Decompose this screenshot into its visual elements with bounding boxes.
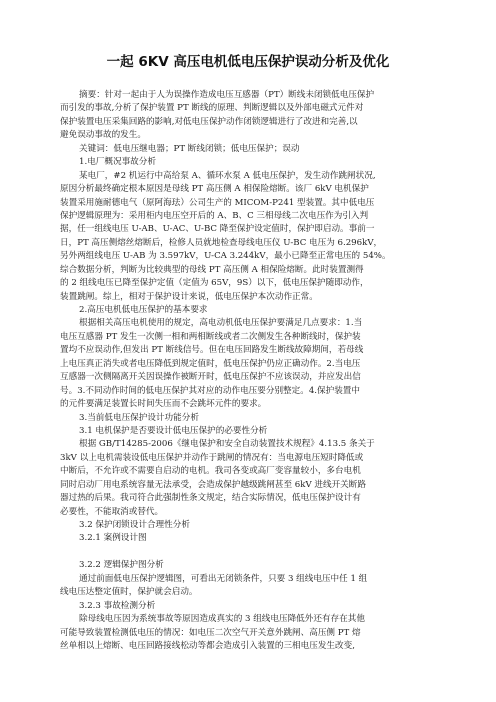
body-line: 而引发的事故,分析了保护装置 PT 断线的原理、判断逻辑以及外部电磁式元件对 — [60, 103, 364, 114]
body-line: 3.2 保护闭锁设计合理性分析 — [79, 520, 190, 530]
body-line: 必要性，不能取消或替代。 — [60, 506, 164, 517]
body-line: 装置采用施耐德电气（原阿海珐）公司生产的 MICOM-P241 型装置。其中低电压 — [60, 197, 375, 208]
body-line: 另外两组线电压 U-AB 为 3.597kV，U-CA 3.244kV，最小已降至正常电压的 54%。 — [60, 251, 391, 262]
body-line: 通过前面低电压保护逻辑图，可看出无闭锁条件，只要 3 组线电压中任 1 组 — [79, 573, 368, 584]
body-line: 装置跳闸。综上，相对于保护设计来说，低电压保护本次动作正常。 — [60, 291, 318, 302]
body-line: 器过热的后果。我司符合此强制性条文规定，结合实际情况，低电压保护设计有 — [60, 493, 361, 504]
body-line: 同时启动厂用电系统容量无法承受，会造成保护越级跳闸甚至 6kV 进线开关断路 — [60, 479, 366, 490]
body-line: 摘要：针对一起由于人为误操作造成电压互感器（PT）断线未闭锁低电压保护 — [79, 90, 375, 100]
body-line: 电压互感器 PT 发生一次侧一相和两相断线或者二次侧发生各种断线时，保护装 — [60, 331, 361, 342]
body-line: 保护逻辑原理为：采用柜内电压空开后的 A、B、C 三相母线二次电压作为引入判 — [60, 210, 369, 221]
body-line: 某电厂，#2 机运行中高给泵 A、循环水泵 A 低电压保护，发生动作跳闸状况, — [79, 170, 376, 181]
body-line: 原因分析最终确定根本原因是母线 PT 高压侧 A 相保险熔断。该厂 6kV 电机保护 — [60, 184, 369, 195]
body-line: 日，PT 高压侧熔丝熔断后，检修人员就地检查母线电压仪 U-BC 电压为 6.296kV， — [60, 237, 383, 248]
body-line: 据，任一组线电压 U-AB、U-AC、U-BC 降至保护设定值时，保护即启动。事前一 — [60, 224, 375, 235]
body-line: 的 2 组线电压已降至保护定值（定值为 65V，9S）以下，低电压保护随即动作， — [60, 278, 369, 289]
body-line: 中断后，不允许或不需要自启动的电机。我司各变或高厂变容量较小，多台电机 — [60, 466, 361, 477]
body-line: 互感器一次侧隔离开关因误操作被断开时，低电压保护不应该误动，并应发出信 — [60, 372, 361, 383]
body-line: 3kV 以上电机需装设低电压保护并动作于跳闸的情况有：当电源电压短时降低或 — [60, 452, 364, 463]
body-line: 3.当前低电压保护设计功能分析 — [79, 412, 199, 423]
body-line: 丝单相以上熔断、电压回路接线松动等都会造成引入装置的三相电压发生改变, — [60, 640, 355, 651]
document-title: 一起 6KV 高压电机低电压保护误动分析及优化 — [106, 54, 390, 70]
body-line: 3.2.1 案例设计图 — [79, 533, 147, 544]
body-line: 关键词：低电压继电器；PT 断线闭锁；低电压保护；误动 — [79, 143, 300, 154]
body-line: 2.高压电机低电压保护的基本要求 — [79, 305, 208, 315]
body-line: 的元件要满足装置长时间失压而不会跳坏元件的要求。 — [60, 399, 267, 410]
body-line: 可能导致装置检测低电压的情况：如电压二次空气开关意外跳闸、高压侧 PT 熔 — [60, 627, 361, 638]
document-body — [60, 89, 444, 653]
body-line: 避免误动事故的发生。 — [60, 130, 146, 141]
body-line: 保护装置电压采集回路的影响,对低电压保护动作闭锁逻辑进行了改进和完善,以 — [60, 116, 358, 127]
body-line: 根据 GB/T14285-2006《继电保护和安全自动装置技术规程》4.13.5 条关于 — [79, 439, 375, 450]
figure-placeholder — [60, 546, 444, 559]
body-line: 除母线电压因为系统事故等原因造成真实的 3 组线电压降低外还有存在其他 — [79, 614, 365, 625]
body-line: 置均不应误动作,但发出 PT 断线信号。但在电压回路发生断线故障期间，若母线 — [60, 345, 364, 356]
body-line: 3.1 电机保护是否要设计低电压保护的必要性分析 — [79, 425, 268, 436]
body-line: 上电压真正消失或者电压降低到规定值时，低电压保护仍应正确动作。2.当电压 — [60, 358, 361, 369]
body-line: 根据相关高压电机使用的规定，高电动机低电压保护要满足几点要求：1.当 — [79, 318, 363, 329]
body-line: 3.2.2 逻辑保护图分析 — [79, 560, 164, 571]
body-line: 号。3.不同动作时间的低电压保护其对应的动作电压要分别整定。4.保护装置中 — [60, 385, 360, 396]
body-line: 1.电厂概况事故分析 — [79, 157, 156, 168]
body-line: 3.2.3 事故检测分析 — [79, 600, 156, 611]
body-line: 线电压达整定值时，保护就会启动。 — [60, 587, 198, 598]
body-line: 综合数据分析，判断为比较典型的母线 PT 高压侧 A 相保险熔断。此时装置测得 — [60, 264, 364, 275]
